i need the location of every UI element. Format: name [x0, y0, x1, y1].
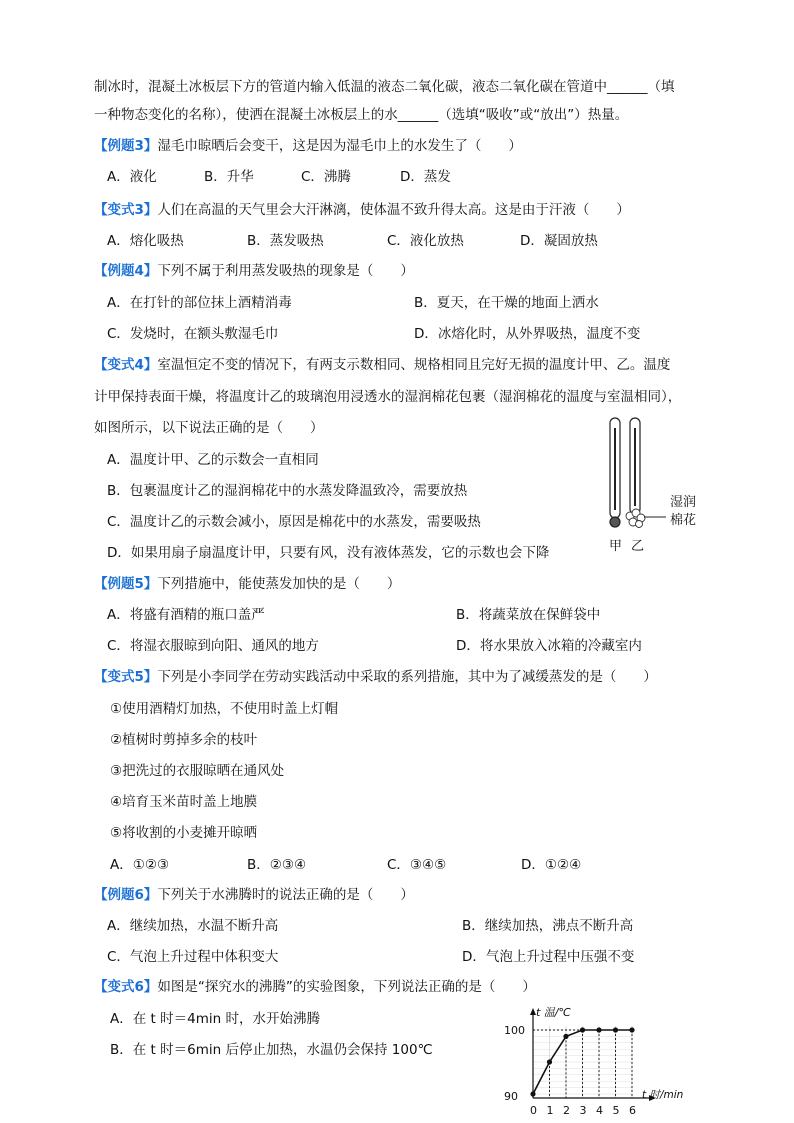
data-point: [563, 1034, 568, 1039]
thermometer-yi: [630, 418, 640, 514]
example-5: [94, 575, 400, 593]
variant-4-option-b: B．包裹温度计乙的湿润棉花中的水蒸发降温致冷，需要放热: [107, 483, 468, 499]
example-4-question: 下列不属于利用蒸发吸热的现象是（ ）: [157, 263, 414, 279]
example-3-option-b: B．升华: [204, 169, 254, 185]
data-point: [530, 1091, 535, 1096]
variant-5-item-2: ②植树时剪掉多余的枝叶: [110, 732, 258, 748]
wet-cotton: [626, 509, 645, 528]
variant-6-tag: 【变式6】: [94, 979, 158, 995]
variant-4-question-line-2: 计甲保持表面干燥，将温度计乙的玻璃泡用浸透水的湿润棉花包裹（湿润棉花的温度与室温相同），: [94, 389, 682, 405]
variant-4-option-a: A．温度计甲、乙的示数会一直相同: [107, 452, 319, 468]
intro-line-2: 一种物态变化的名称），使洒在混凝土冰板层上的水______（选填“吸收”或“放出”）热量。: [94, 107, 629, 123]
variant-4-question-line-3: 如图所示，以下说法正确的是（ ）: [94, 420, 324, 436]
example-4: [94, 262, 414, 280]
variant-4-option-c: C．温度计乙的示数会减小，原因是棉花中的水蒸发，需要吸热: [107, 514, 481, 530]
variant-5-tag: 【变式5】: [94, 669, 158, 685]
example-5-tag: 【例题5】: [94, 576, 158, 592]
example-5-option-b: B．将蔬菜放在保鲜袋中: [456, 607, 601, 623]
x-tick-label: 6: [629, 1104, 636, 1117]
label-wet-1: 湿润: [670, 495, 697, 510]
variant-3-tag: 【变式3】: [94, 202, 158, 218]
variant-5-option-c: C．③④⑤: [387, 857, 447, 873]
example-4-option-b: B．夏天，在干燥的地面上洒水: [414, 295, 599, 311]
data-point: [613, 1027, 618, 1032]
variant-6: [94, 978, 536, 996]
label-jia: 甲: [609, 539, 623, 554]
variant-4: [94, 356, 670, 374]
x-tick-label: 4: [596, 1104, 603, 1117]
example-6-option-d: D．气泡上升过程中压强不变: [462, 949, 635, 965]
data-point: [580, 1027, 585, 1032]
variant-3-question: 人们在高温的天气里会大汗淋漓，使体温不致升得太高。这是由于汗液（ ）: [157, 202, 630, 218]
variant-5-item-4: ④培育玉米苗时盖上地膜: [110, 794, 258, 810]
variant-5-option-a: A．①②③: [110, 857, 170, 873]
variant-3-option-a: A．熔化吸热: [107, 233, 184, 249]
example-3-question: 湿毛巾晾晒后会变干，这是因为湿毛巾上的水发生了（ ）: [157, 138, 522, 154]
x-tick-label: 5: [612, 1104, 620, 1117]
y-tick-label: 90: [504, 1090, 518, 1103]
example-5-question: 下列措施中，能使蒸发加快的是（ ）: [157, 576, 401, 592]
example-6-question: 下列关于水沸腾时的说法正确的是（ ）: [157, 887, 414, 903]
example-3-tag: 【例题3】: [94, 138, 158, 154]
y-tick-label: 100: [504, 1024, 525, 1037]
x-tick-label: 1: [546, 1104, 554, 1117]
variant-3-option-b: B．蒸发吸热: [247, 233, 324, 249]
data-point: [547, 1059, 552, 1064]
boiling-chart: [500, 1000, 690, 1118]
x-tick-label: 3: [579, 1104, 587, 1117]
data-point: [629, 1027, 634, 1032]
chart-ticks: [504, 1024, 636, 1117]
example-6-option-b: B．继续加热，沸点不断升高: [462, 918, 634, 934]
example-3: [94, 137, 522, 155]
example-4-option-a: A．在打针的部位抹上酒精消毒: [107, 295, 292, 311]
variant-4-question-line-1: 室温恒定不变的情况下，有两支示数相同、规格相同且完好无损的温度计甲、乙。温度: [157, 357, 671, 373]
example-5-option-d: D．将水果放入冰箱的冷藏室内: [456, 638, 642, 654]
example-5-option-c: C．将湿衣服晾到向阳、通风的地方: [107, 638, 319, 654]
variant-5-option-b: B．②③④: [247, 857, 307, 873]
variant-5-item-1: ①使用酒精灯加热，不使用时盖上灯帽: [110, 701, 339, 717]
example-6: [94, 886, 414, 904]
example-3-option-d: D．蒸发: [400, 169, 451, 185]
variant-6-option-a: A．在 t 时＝4min 时，水开始沸腾: [110, 1011, 320, 1027]
example-5-option-a: A．将盛有酒精的瓶口盖严: [107, 607, 265, 623]
x-tick-label: 0: [530, 1104, 537, 1117]
variant-5-item-3: ③把洗过的衣服晾晒在通风处: [110, 763, 285, 779]
variant-6-option-b: B．在 t 时＝6min 后停止加热，水温仍会保持 100℃: [110, 1042, 433, 1058]
variant-5-item-5: ⑤将收割的小麦摊开晾晒: [110, 825, 258, 841]
variant-5-option-d: D．①②④: [521, 857, 582, 873]
thermometer-jia: [610, 418, 620, 527]
example-3-option-c: C．沸腾: [301, 169, 351, 185]
variant-6-question: 如图是“探究水的沸腾”的实验图象，下列说法正确的是（ ）: [157, 979, 536, 995]
variant-4-tag: 【变式4】: [94, 357, 158, 373]
intro-line-1: 制冰时，混凝土冰板层下方的管道内输入低温的液态二氧化碳，液态二氧化碳在管道中______（填: [94, 79, 675, 95]
variant-3-option-c: C．液化放热: [387, 233, 464, 249]
y-axis-label: t 温/℃: [536, 1006, 571, 1019]
x-axis-label: t 时/min: [642, 1089, 684, 1101]
example-6-option-c: C．气泡上升过程中体积变大: [107, 949, 279, 965]
example-4-tag: 【例题4】: [94, 263, 158, 279]
data-point: [596, 1027, 601, 1032]
variant-3-option-d: D．凝固放热: [520, 233, 598, 249]
variant-5: [94, 668, 657, 686]
example-4-option-c: C．发烧时，在额头敷湿毛巾: [107, 326, 279, 342]
label-wet-2: 棉花: [670, 513, 697, 528]
example-6-option-a: A．继续加热，水温不断升高: [107, 918, 279, 934]
variant-4-option-d: D．如果用扇子扇温度计甲，只要有风，没有液体蒸发，它的示数也会下降: [107, 545, 550, 561]
variant-5-question: 下列是小李同学在劳动实践活动中采取的系列措施，其中为了减缓蒸发的是（ ）: [157, 669, 657, 685]
thermometer-figure: [598, 414, 708, 560]
label-yi: 乙: [631, 539, 645, 554]
example-6-tag: 【例题6】: [94, 887, 158, 903]
example-4-option-d: D．冰熔化时，从外界吸热，温度不变: [414, 326, 641, 342]
variant-3: [94, 201, 630, 219]
example-3-option-a: A．液化: [107, 169, 157, 185]
x-tick-label: 2: [563, 1104, 570, 1117]
